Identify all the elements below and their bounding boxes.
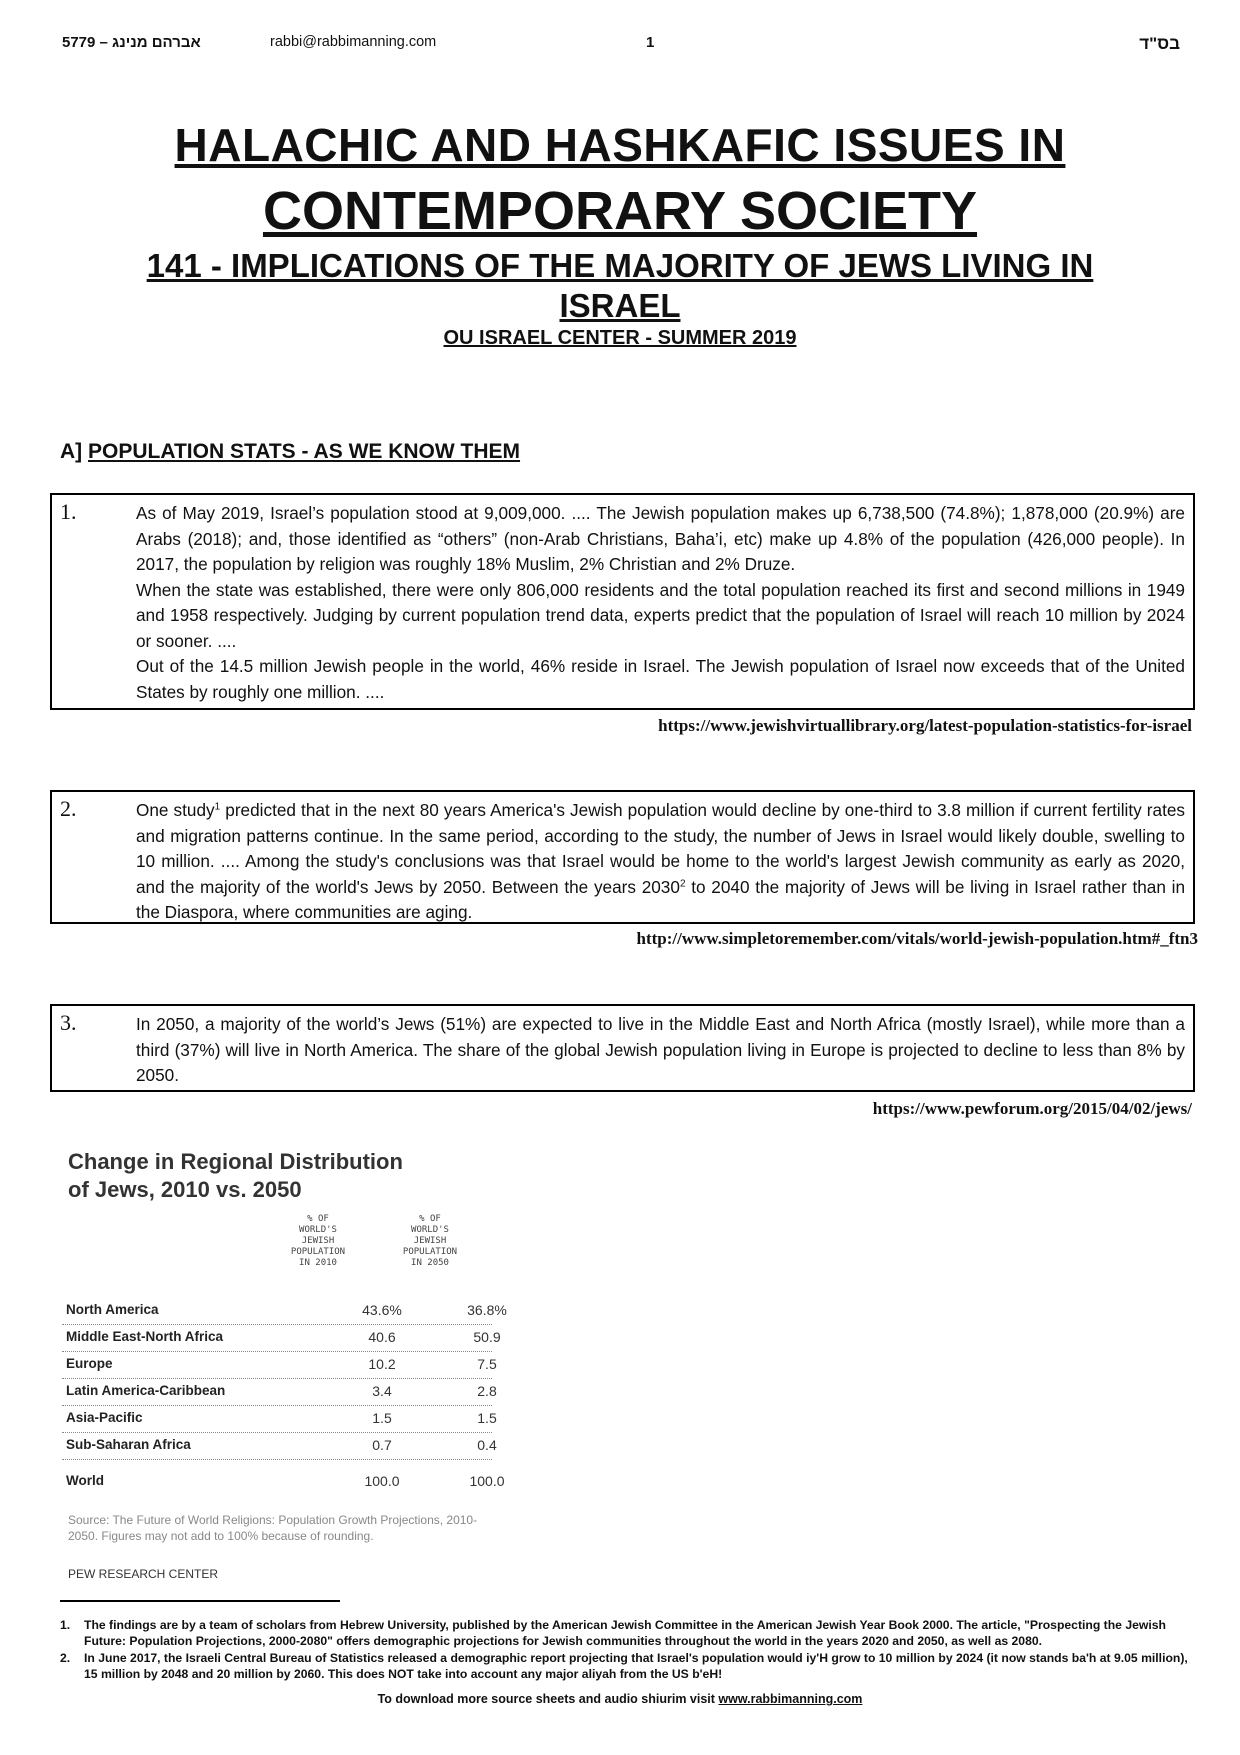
- footnote-ref-2[interactable]: 2: [679, 877, 686, 889]
- value-2010: 3.4: [372, 1383, 392, 1399]
- table-row: [62, 1297, 507, 1325]
- footnote-number: 1.: [60, 1618, 71, 1632]
- column-header-line: IN 2050: [411, 1258, 449, 1268]
- footnote-text: In June 2017, the Israeli Central Bureau of Statistics released a demographic report projecting that Israel's population would iy'H grow to 10 million by 2024 (it now stands ba'h at 9.05 million), 15 million by 2048 and 20 million by 2060. This does NOT take into account any major aliyah from the US b'eH!: [84, 1651, 1188, 1681]
- source-citation-3[interactable]: https://www.pewforum.org/2015/04/02/jews/: [872, 1099, 1192, 1118]
- column-header-line: % OF: [307, 1214, 329, 1224]
- column-header-line: IN 2010: [299, 1258, 337, 1268]
- column-header-line: WORLD'S: [299, 1225, 337, 1235]
- footnote-1: [60, 1617, 1190, 1649]
- column-header-line: JEWISH: [413, 1236, 447, 1246]
- source-paragraph: Out of the 14.5 million Jewish people in the world, 46% reside in Israel. The Jewish population of Israel now exceeds that of the United States by roughly one million. ....: [136, 656, 1185, 702]
- title-line-1: HALACHIC AND HASHKAFIC ISSUES IN: [174, 119, 1066, 171]
- footer-text: To download more source sheets and audio shiurim visit: [377, 1692, 719, 1706]
- title-line-2: CONTEMPORARY SOCIETY: [262, 181, 978, 241]
- chart-source-note: Source: The Future of World Religions: Population Growth Projections, 2010-2050. Figures may not add to 100% because of rounding.: [68, 1513, 478, 1543]
- source-box-3: [50, 1004, 1195, 1092]
- region-label: Asia-Pacific: [66, 1410, 143, 1425]
- page-number: 1: [646, 34, 655, 51]
- source-text: to 2040 the majority of Jews will be living in Israel rather than in the Diaspora, where communities are aging.: [136, 876, 1186, 922]
- chart-title-line-1: Change in Regional Distribution: [68, 1149, 403, 1174]
- region-label: World: [66, 1473, 104, 1488]
- footnote-ref-1[interactable]: 1: [214, 801, 221, 813]
- table-total-row: [62, 1468, 505, 1495]
- chart-title-line-2: of Jews, 2010 vs. 2050: [68, 1177, 302, 1202]
- source-body: [136, 1012, 1185, 1089]
- section-heading: [60, 440, 520, 464]
- region-label: Latin America-Caribbean: [66, 1383, 226, 1398]
- footnote-text: The findings are by a team of scholars from Hebrew University, published by the American Jewish Committee in the American Jewish Year Book 2000. The article, "Prospecting the Jewish Future: Population Projections, 2000-2080" offers demographic projections for Jewish communities throughout the world in the years 2020 and 2050, as well as 2080.: [84, 1618, 1166, 1648]
- footer: [0, 1692, 1240, 1706]
- source-box-2: [50, 790, 1195, 924]
- column-header-2010: [278, 1214, 358, 1269]
- title-line-4: OU ISRAEL CENTER - SUMMER 2019: [443, 327, 797, 349]
- value-2050: 7.5: [477, 1356, 497, 1372]
- value-2050: 2.8: [477, 1383, 497, 1399]
- source-body: [136, 798, 1185, 926]
- source-text: predicted that in the next 80 years America's Jewish population would decline by one-third to 3.8 million if current fertility rates and migration patterns continue. In the same period, according to the study, the number of Jews in Israel would likely double, swelling to 10 million. .... Among the study's conclusions was that Israel would be home to the world's largest Jewish community as early as 2020, and the majority of the world's Jews by 2050. Between the years 2030: [136, 800, 1185, 897]
- header-left: 5779 – אברהם מנינג: [62, 34, 201, 51]
- table-row: [62, 1378, 497, 1406]
- value-2010: 0.7: [372, 1437, 392, 1453]
- footnote-number: 2.: [60, 1651, 71, 1665]
- source-paragraph: When the state was established, there were only 806,000 residents and the total population reached its first and second millions in 1949 and 1958 respectively. Judging by current population trend data, experts predict that the population of Israel will reach 10 million by 2024 or sooner. ....: [136, 579, 1185, 651]
- value-2010: 100.0: [364, 1473, 400, 1489]
- title-line-3: 141 - IMPLICATIONS OF THE MAJORITY OF JEWS LIVING IN ISRAEL: [146, 247, 1094, 324]
- section-title: POPULATION STATS - AS WE KNOW THEM: [88, 440, 521, 463]
- column-header-line: POPULATION: [402, 1247, 458, 1257]
- column-header-line: % OF: [419, 1214, 441, 1224]
- value-2010: 10.2: [368, 1356, 396, 1372]
- value-2050: 100.0: [469, 1473, 505, 1489]
- value-2050: 0.4: [477, 1437, 497, 1453]
- region-label: North America: [66, 1302, 159, 1317]
- footer-link[interactable]: www.rabbimanning.com: [718, 1692, 863, 1706]
- source-text: One study: [136, 800, 215, 820]
- source-number: 2.: [60, 796, 77, 821]
- column-header-line: POPULATION: [290, 1247, 346, 1257]
- footnote-2: [60, 1650, 1190, 1682]
- column-header-line: JEWISH: [301, 1236, 335, 1246]
- header-right: בס"ד: [1139, 34, 1180, 53]
- value-2010: 1.5: [372, 1410, 392, 1426]
- source-paragraph: As of May 2019, Israel’s population stood at 9,009,000. .... The Jewish population makes up 6,738,500 (74.8%); 1,878,000 (20.9%) are Arabs (2018); and, those identified as “others” (non-Arab Christians, Baha’i, etc) make up 4.8% of the population (426,000 people). In 2017, the population by religion was roughly 18% Muslim, 2% Christian and 2% Druze.: [136, 503, 1185, 574]
- source-body: [136, 501, 1185, 705]
- table-row: [62, 1432, 497, 1460]
- source-number: 1.: [60, 499, 77, 524]
- footnote-divider: [60, 1600, 340, 1602]
- region-label: Sub-Saharan Africa: [66, 1437, 191, 1452]
- column-header-line: WORLD'S: [411, 1225, 449, 1235]
- value-2050: 1.5: [477, 1410, 497, 1426]
- value-2050: 50.9: [473, 1329, 501, 1345]
- region-label: Middle East-North Africa: [66, 1329, 224, 1344]
- source-number: 3.: [60, 1010, 77, 1035]
- chart-credit: PEW RESEARCH CENTER: [68, 1567, 219, 1581]
- chart-title: [68, 1148, 403, 1204]
- column-header-2050: [390, 1214, 470, 1269]
- source-box-1: [50, 493, 1195, 710]
- table-row: [62, 1324, 501, 1352]
- value-2010: 43.6%: [362, 1302, 402, 1318]
- table-row: [62, 1405, 497, 1433]
- section-prefix: A]: [60, 440, 83, 463]
- source-paragraph: In 2050, a majority of the world’s Jews (51%) are expected to live in the Middle East and North Africa (mostly Israel), while more than a third (37%) will live in North America. The share of the global Jewish population living in Europe is projected to decline to less than 8% by 2050.: [136, 1014, 1185, 1085]
- source-citation-1[interactable]: https://www.jewishvirtuallibrary.org/latest-population-statistics-for-israel: [658, 716, 1192, 735]
- region-label: Europe: [66, 1356, 113, 1371]
- value-2010: 40.6: [368, 1329, 396, 1345]
- source-citation-2[interactable]: http://www.simpletoremember.com/vitals/world-jewish-population.htm#_ftn3: [636, 929, 1198, 948]
- header-email[interactable]: rabbi@rabbimanning.com: [270, 34, 437, 50]
- table-row: [62, 1351, 497, 1379]
- value-2050: 36.8%: [467, 1302, 507, 1318]
